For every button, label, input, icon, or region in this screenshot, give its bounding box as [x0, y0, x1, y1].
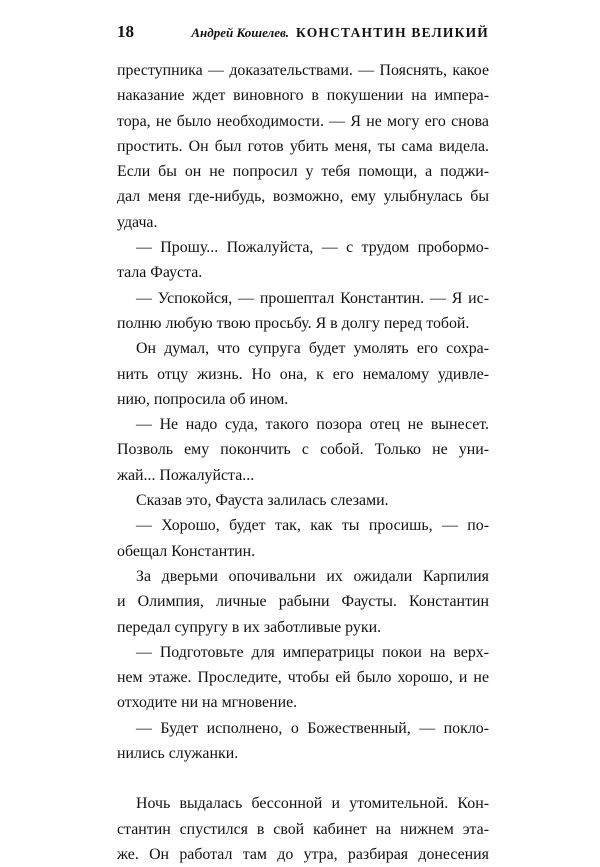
- text-line: жай... Пожалуйста...: [117, 466, 255, 484]
- text-line: — Успокойся, — прошептал Константин. — Я ис-: [136, 289, 489, 307]
- text-line: нем этаже. Проследите, чтобы ей было хорошо, и не: [117, 669, 489, 687]
- text-line: отходите ни на мгновение.: [117, 694, 298, 712]
- text-line: нить отцу жизнь. Но она, к его немалому удивле-: [117, 365, 489, 383]
- page-header: [117, 21, 489, 47]
- text-line: Сказав это, Фауста залилась слезами.: [136, 492, 389, 510]
- text-line: преступника — доказательствами. — Пояснять, какое: [117, 62, 489, 79]
- text-line: За дверьми опочивальни их ожидали Карпилия: [136, 567, 489, 585]
- text-line: Он думал, что супруга будет умолять его сохра-: [136, 340, 489, 358]
- text-line: нились служанки.: [117, 745, 239, 763]
- text-line: Если бы он не попросил у тебя помощи, а поджи-: [117, 163, 489, 181]
- text-line: наказание ждет виновного в покушении на импера-: [117, 87, 489, 105]
- text-line: тала Фауста.: [117, 264, 203, 282]
- text-line: простить. Он был готов убить меня, ты сама видела.: [117, 137, 489, 155]
- text-line: удача.: [117, 213, 158, 231]
- running-head-author: Андрей Кошелев.: [191, 25, 290, 40]
- body-text: [117, 58, 489, 867]
- text-line: — Хорошо, будет так, как ты просишь, — по-: [136, 517, 489, 535]
- text-line: — Будет исполнено, о Божественный, — покло-: [136, 719, 489, 737]
- text-line: — Не надо суда, такого позора отец не вынесет.: [136, 416, 489, 434]
- text-line: полню любую твою просьбу. Я в долгу перед тобой.: [117, 314, 470, 332]
- text-line: передал супругу в их заботливые руки.: [117, 618, 382, 636]
- running-head-title: КОНСТАНТИН ВЕЛИКИЙ: [296, 25, 489, 40]
- text-line: стантин спустился в свой кабинет на нижнем эта-: [117, 820, 489, 838]
- running-head: [191, 23, 489, 43]
- text-line: — Подготовьте для императрицы покои на верх-: [136, 643, 489, 661]
- text-line: дал меня где-нибудь, возможно, ему улыбнулась бы: [117, 188, 489, 206]
- text-line: и Олимпия, личные рабыни Фаусты. Константин: [117, 593, 489, 611]
- text-line: нию, попросила об ином.: [117, 390, 289, 408]
- text-line: тора, не было необходимости. — Я не могу его снова: [117, 112, 489, 130]
- page-number: 18: [117, 22, 134, 41]
- text-line: же. Он работал там до утра, разбирая донесения: [117, 845, 489, 863]
- section-break: [117, 766, 489, 791]
- text-line: Позволь ему покончить с собой. Только не уни-: [117, 441, 489, 459]
- text-line: — Прошу... Пожалуйста, — с трудом пробормо-: [136, 239, 489, 257]
- text-line: Ночь выдалась бессонной и утомительной. Кон-: [136, 795, 489, 813]
- text-line: обещал Константин.: [117, 542, 256, 560]
